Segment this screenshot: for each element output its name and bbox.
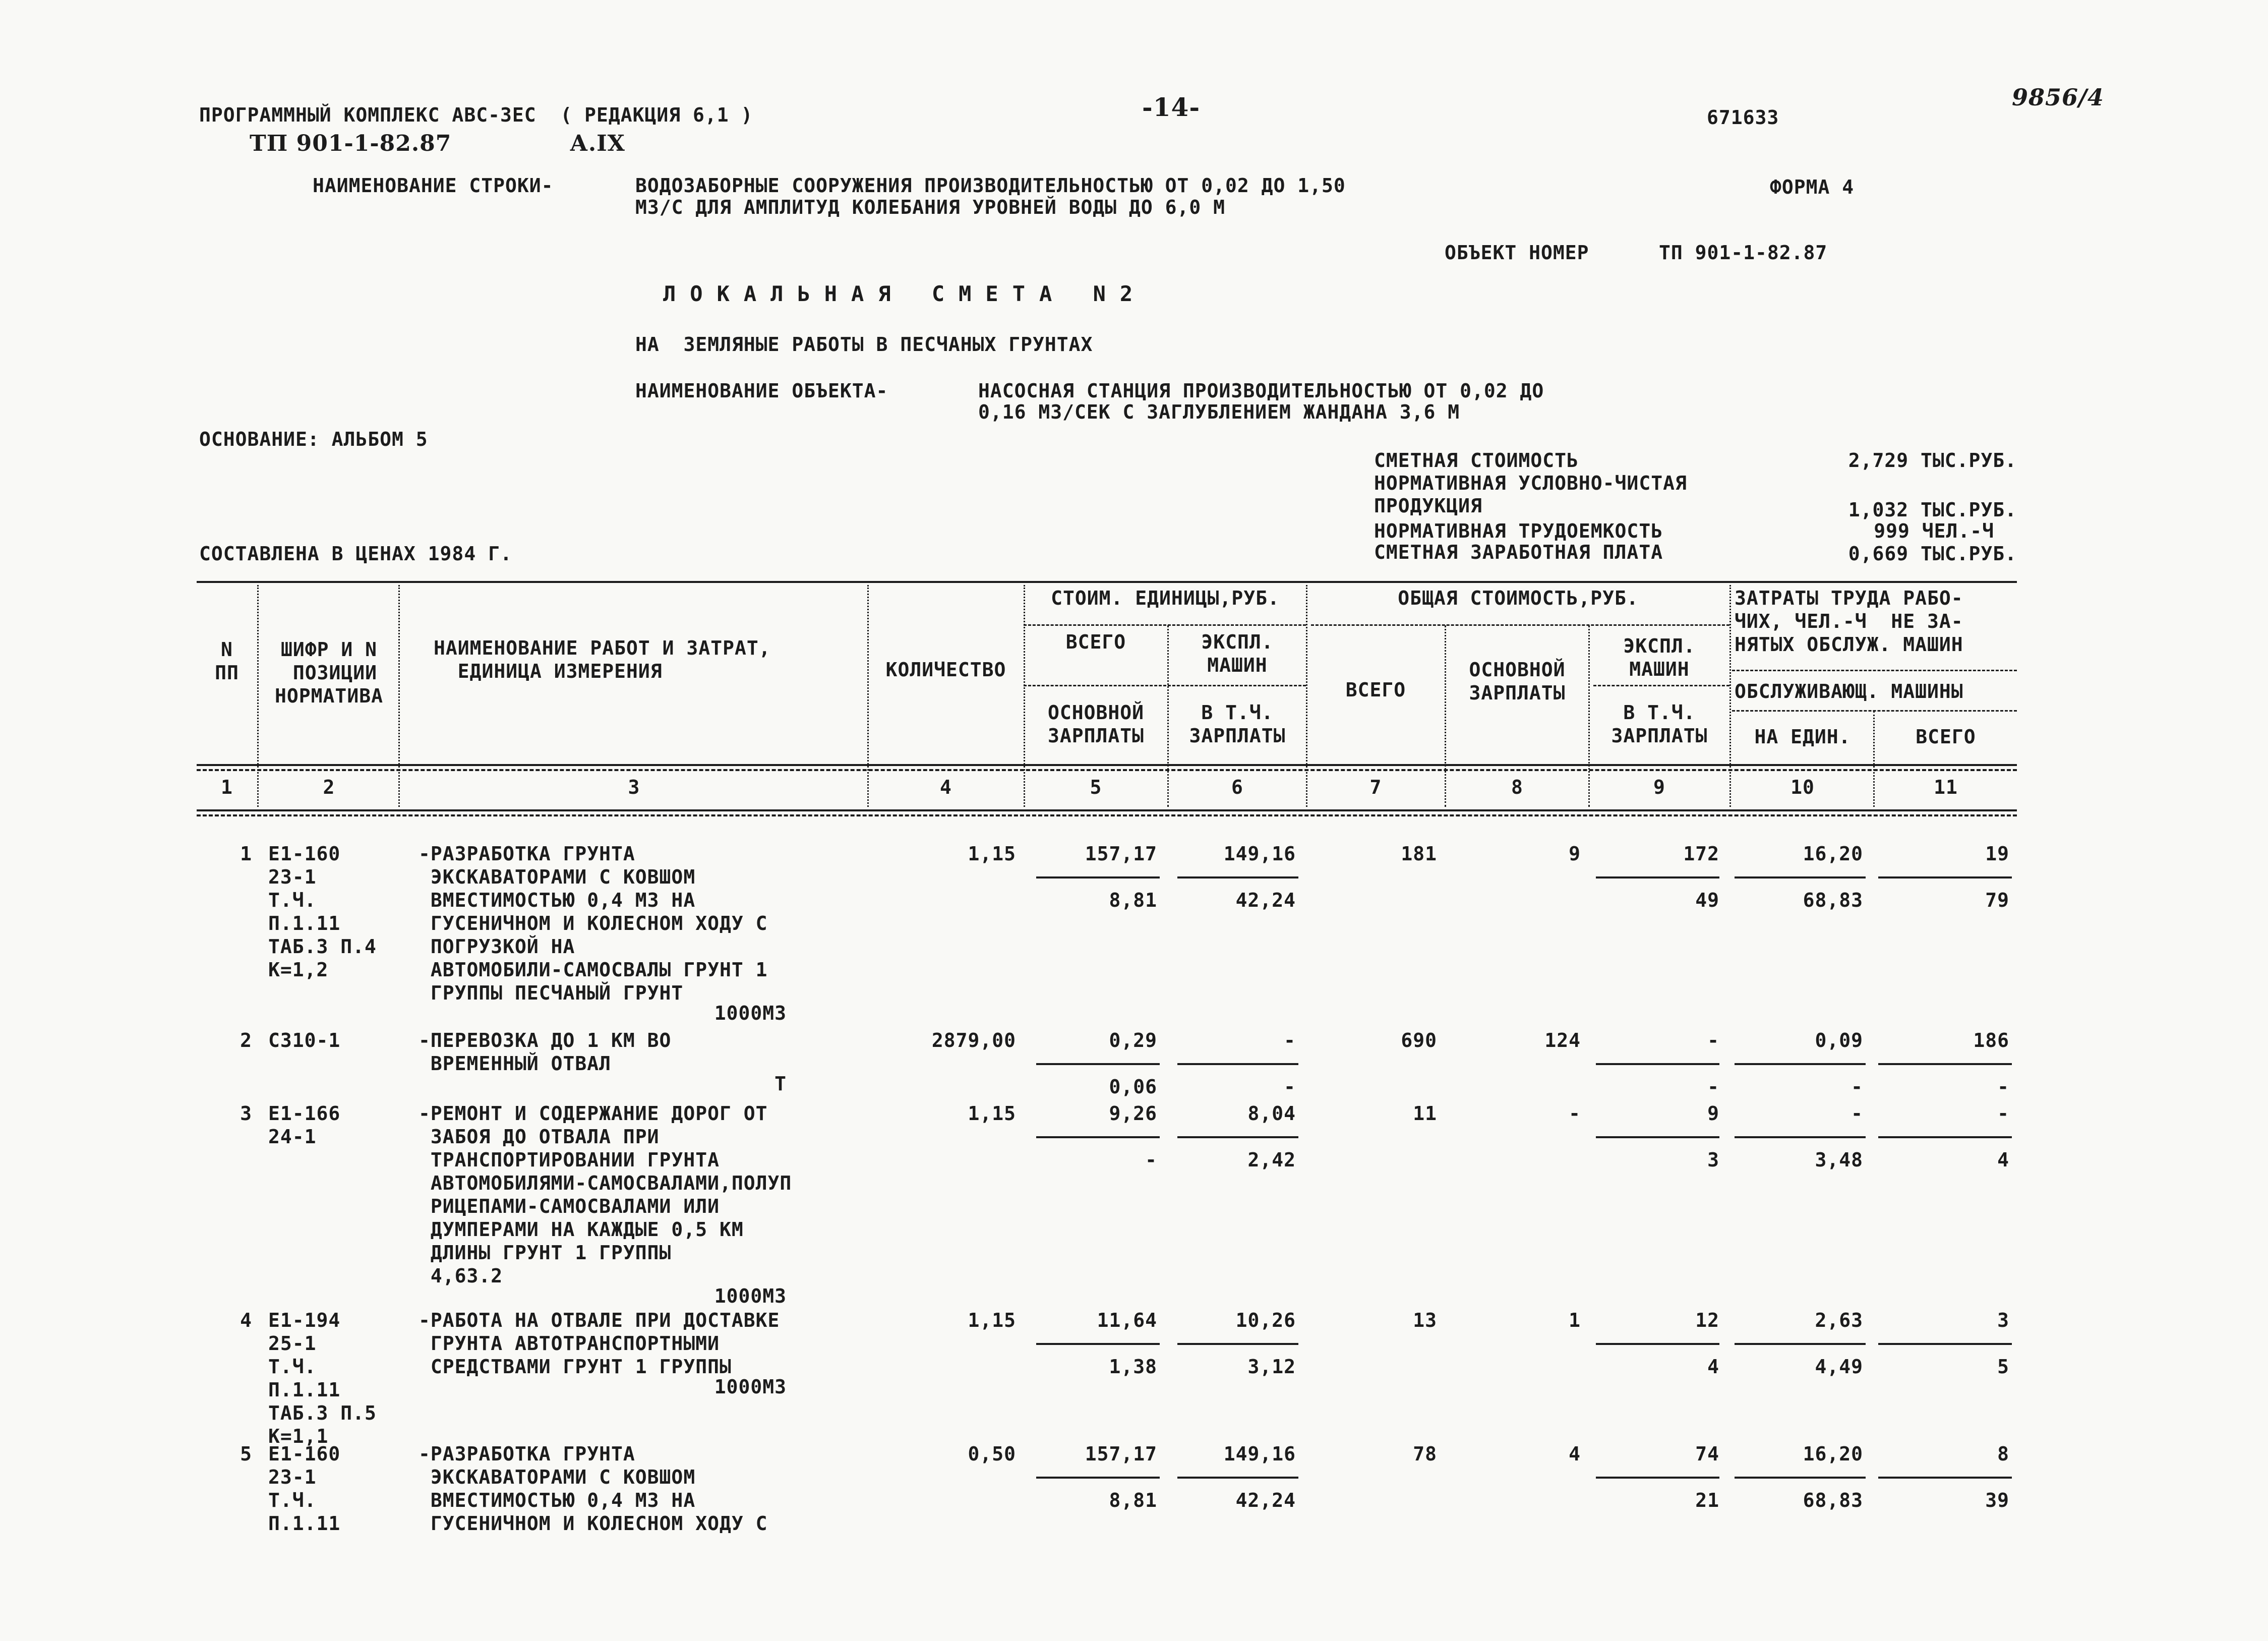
line-text-2: М3/С ДЛЯ АМПЛИТУД КОЛЕБАНИЯ УРОВНЕЙ ВОДЫ ДО 6,0 М — [635, 196, 1226, 218]
table-top-rule — [197, 581, 2017, 583]
row-unit: Т — [774, 1073, 787, 1095]
row-name-line: -РАЗРАБОТКА ГРУНТА — [419, 1443, 635, 1465]
col-header-per-unit: НА ЕДИН. — [1754, 726, 1851, 748]
column-number: 6 — [1231, 776, 1243, 798]
unit-cost-total: 11,64 — [1097, 1309, 1157, 1331]
total-machines: 74 — [1695, 1443, 1719, 1465]
row-code: К=1,1 — [268, 1425, 329, 1447]
unit-cost-wage: 8,81 — [1109, 889, 1157, 911]
col-header-total-machines: ЭКСПЛ. МАШИН — [1623, 635, 1696, 680]
numbers-bottom-rule-2 — [197, 814, 2017, 816]
unit-cost-machines: 149,16 — [1223, 843, 1296, 865]
row-name-line: ПОГРУЗКОЙ НА — [419, 935, 575, 958]
cell-divider-rule — [1735, 1136, 1866, 1138]
row-code: П.1.11 — [268, 1512, 341, 1535]
total-machines: 12 — [1695, 1309, 1719, 1331]
row-code: 23-1 — [268, 1466, 317, 1488]
group-header-machine-labor: ОБСЛУЖИВАЮЩ. МАШИНЫ — [1735, 680, 1963, 702]
total-wage: - — [1569, 1102, 1581, 1125]
total-wage: 124 — [1544, 1029, 1581, 1051]
unit-cost-total: 157,17 — [1085, 843, 1157, 865]
row-code: С310-1 — [268, 1029, 341, 1051]
machine-labor-per-unit: 68,83 — [1803, 1489, 1863, 1511]
summary-value: 999 ЧЕЛ.-Ч — [1874, 520, 1994, 542]
album-code: А.IX — [570, 131, 625, 156]
row-name-line: ГУСЕНИЧНОМ И КОЛЕСНОМ ХОДУ С — [419, 1512, 768, 1535]
group3-rule — [1732, 670, 2017, 671]
labor-total: - — [1997, 1102, 2009, 1125]
total-machine-wage: 4 — [1707, 1356, 1719, 1378]
column-number: 7 — [1369, 776, 1382, 798]
column-number: 11 — [1934, 776, 1958, 798]
column-number: 2 — [323, 776, 335, 798]
row-quantity: 1,15 — [968, 843, 1016, 865]
total-machine-wage: - — [1707, 1076, 1719, 1098]
line-label: НАИМЕНОВАНИЕ СТРОКИ- — [313, 174, 554, 197]
cell-divider-rule — [1036, 876, 1160, 878]
row-code: Е1-160 — [268, 1443, 341, 1465]
col-separator — [257, 585, 259, 807]
cell-divider-rule — [1878, 1477, 2012, 1479]
unit-cost-machine-wage: 42,24 — [1235, 1489, 1296, 1511]
row-unit: 1000М3 — [714, 1285, 787, 1307]
row-quantity: 1,15 — [968, 1102, 1016, 1125]
col-header-total: ВСЕГО — [1345, 679, 1406, 701]
machine-labor-total: - — [1997, 1076, 2009, 1098]
machine-labor-per-unit: 3,48 — [1815, 1149, 1863, 1171]
row-name-line: ДУМПЕРАМИ НА КАЖДЫЕ 0,5 КМ — [419, 1218, 744, 1241]
unit-cost-machine-wage: 3,12 — [1247, 1356, 1296, 1378]
document-title: ЛОКАЛЬНАЯ СМЕТА N2 — [663, 281, 1147, 306]
unit-cost-wage: 1,38 — [1109, 1356, 1157, 1378]
row-name-line: ВМЕСТИМОСТЬЮ 0,4 М3 НА — [419, 889, 696, 911]
total-wage: 9 — [1569, 843, 1581, 865]
summary-label: ПРОДУКЦИЯ — [1374, 495, 1482, 517]
row-name-line: АВТОМОБИЛИ-САМОСВАЛЫ ГРУНТ 1 — [419, 959, 768, 981]
cell-divider-rule — [1735, 1063, 1866, 1065]
cell-divider-rule — [1177, 1477, 1298, 1479]
price-base-line: СОСТАВЛЕНА В ЦЕНАХ 1984 Г. — [199, 543, 512, 565]
row-name-line: РИЦЕПАМИ-САМОСВАЛАМИ ИЛИ — [419, 1195, 720, 1217]
unit-cost-total: 0,29 — [1109, 1029, 1157, 1051]
row-code: Е1-194 — [268, 1309, 341, 1331]
header-bottom-rule-2 — [197, 769, 2017, 771]
labor-total: 19 — [1985, 843, 2009, 865]
object-name-line-1: НАСОСНАЯ СТАНЦИЯ ПРОИЗВОДИТЕЛЬНОСТЬЮ ОТ 0,02 ДО — [978, 380, 1544, 402]
total-cost: 181 — [1401, 843, 1437, 865]
row-code: П.1.11 — [268, 1379, 341, 1401]
labor-per-unit: 0,09 — [1815, 1029, 1863, 1051]
cell-divider-rule — [1596, 1477, 1719, 1479]
column-number: 5 — [1090, 776, 1102, 798]
row-number: 5 — [240, 1443, 252, 1465]
unit-cost-wage: 8,81 — [1109, 1489, 1157, 1511]
summary-value: 1,032 ТЫС.РУБ. — [1848, 499, 2017, 521]
col-separator — [1729, 585, 1731, 807]
col-header-unit-total: ВСЕГО — [1065, 631, 1126, 653]
column-number: 1 — [221, 776, 233, 798]
column-number: 9 — [1653, 776, 1665, 798]
cell-divider-rule — [1735, 876, 1866, 878]
machine-labor-total: 4 — [1997, 1149, 2009, 1171]
numbers-bottom-rule — [197, 809, 2017, 811]
object-number-value: ТП 901-1-82.87 — [1659, 242, 1828, 264]
row-code: 25-1 — [268, 1332, 317, 1355]
cell-divider-rule — [1735, 1343, 1866, 1345]
row-code: Е1-160 — [268, 843, 341, 865]
cell-divider-rule — [1177, 876, 1298, 878]
cell-divider-rule — [1036, 1136, 1160, 1138]
row-name-line: 4,63.2 — [419, 1265, 503, 1287]
total-machine-wage: 49 — [1695, 889, 1719, 911]
project-code: ТП 901-1-82.87 — [250, 131, 452, 156]
labor-total: 3 — [1997, 1309, 2009, 1331]
group2-rule — [1311, 624, 1729, 626]
group-header-unit-cost: СТОИМ. ЕДИНИЦЫ,РУБ. — [1051, 587, 1280, 609]
row-quantity: 2879,00 — [931, 1029, 1016, 1051]
unit-cost-total: 9,26 — [1109, 1102, 1157, 1125]
row-number: 2 — [240, 1029, 252, 1051]
total-wage: 1 — [1569, 1309, 1581, 1331]
cell-divider-rule — [1177, 1343, 1298, 1345]
unit-cost-total: 157,17 — [1085, 1443, 1157, 1465]
object-name-label: НАИМЕНОВАНИЕ ОБЪЕКТА- — [635, 380, 888, 402]
summary-label: НОРМАТИВНАЯ ТРУДОЕМКОСТЬ — [1374, 520, 1663, 542]
header-bottom-rule — [197, 764, 2017, 766]
row-code: 24-1 — [268, 1126, 317, 1148]
total-machines: 9 — [1707, 1102, 1719, 1125]
row-number: 3 — [240, 1102, 252, 1125]
column-number: 3 — [628, 776, 640, 798]
group2-mid-rule — [1593, 685, 1729, 686]
total-cost: 13 — [1413, 1309, 1437, 1331]
row-name-line: ГРУНТА АВТОТРАНСПОРТНЫМИ — [419, 1332, 720, 1355]
form-label: ФОРМА 4 — [1770, 176, 1855, 198]
row-name-line: ВМЕСТИМОСТЬЮ 0,4 М3 НА — [419, 1489, 696, 1511]
row-name-line: ЗАБОЯ ДО ОТВАЛА ПРИ — [419, 1126, 660, 1148]
column-number: 10 — [1790, 776, 1815, 798]
summary-label: СМЕТНАЯ СТОИМОСТЬ — [1374, 449, 1579, 472]
unit-cost-machines: 149,16 — [1223, 1443, 1296, 1465]
page-number: -14- — [1142, 92, 1201, 122]
row-name-line: ДЛИНЫ ГРУНТ 1 ГРУППЫ — [419, 1242, 672, 1264]
col-separator — [867, 585, 869, 807]
unit-cost-wage: 0,06 — [1109, 1076, 1157, 1098]
row-name-line: ГРУППЫ ПЕСЧАНЫЙ ГРУНТ — [419, 982, 684, 1004]
col-header-total-wage: ОСНОВНОЙ ЗАРПЛАТЫ — [1469, 659, 1566, 704]
row-name-line: ТРАНСПОРТИРОВАНИИ ГРУНТА — [419, 1149, 720, 1171]
handwritten-number: 9856/4 — [2012, 84, 2104, 111]
labor-per-unit: 2,63 — [1815, 1309, 1863, 1331]
cell-divider-rule — [1036, 1063, 1160, 1065]
row-name-line: ЭКСКАВАТОРАМИ С КОВШОМ — [419, 1466, 696, 1488]
row-name-line: -РЕМОНТ И СОДЕРЖАНИЕ ДОРОГ ОТ — [419, 1102, 768, 1125]
col-header-unit-machines: ЭКСПЛ. МАШИН — [1201, 631, 1274, 676]
machine-labor-total: 39 — [1985, 1489, 2009, 1511]
col-header-no: N ПП — [215, 638, 239, 684]
object-name-line-2: 0,16 М3/СЕК С ЗАГЛУБЛЕНИЕМ ЖАНДАНА 3,6 М — [978, 401, 1460, 423]
total-wage: 4 — [1569, 1443, 1581, 1465]
unit-cost-machines: - — [1284, 1029, 1296, 1051]
unit-cost-machine-wage: - — [1284, 1076, 1296, 1098]
col-separator — [398, 585, 400, 807]
group-header-labor: ЗАТРАТЫ ТРУДА РАБО- ЧИХ, ЧЕЛ.-Ч НЕ ЗА- НЯТЫХ ОБСЛУЖ. МАШИН — [1735, 587, 1963, 656]
row-unit: 1000М3 — [714, 1376, 787, 1398]
row-name-line: -ПЕРЕВОЗКА ДО 1 КМ ВО — [419, 1029, 672, 1051]
line-text-1: ВОДОЗАБОРНЫЕ СООРУЖЕНИЯ ПРОИЗВОДИТЕЛЬНОСТЬЮ ОТ 0,02 ДО 1,50 — [635, 174, 1346, 197]
document-code: 671633 — [1707, 106, 1779, 129]
cell-divider-rule — [1596, 876, 1719, 878]
cell-divider-rule — [1596, 1063, 1719, 1065]
cell-divider-rule — [1878, 876, 2012, 878]
col-header-code: ШИФР И N ПОЗИЦИИ НОРМАТИВА — [275, 638, 383, 707]
unit-cost-machines: 10,26 — [1235, 1309, 1296, 1331]
row-code: Е1-166 — [268, 1102, 341, 1125]
unit-cost-machine-wage: 42,24 — [1235, 889, 1296, 911]
col-header-unit-wage: ОСНОВНОЙ ЗАРПЛАТЫ — [1047, 701, 1145, 747]
labor-per-unit: - — [1851, 1102, 1863, 1125]
row-name-line: ЭКСКАВАТОРАМИ С КОВШОМ — [419, 866, 696, 888]
row-code: Т.Ч. — [268, 1356, 317, 1378]
unit-cost-wage: - — [1145, 1149, 1157, 1171]
row-code: ТАБ.3 П.4 — [268, 935, 377, 958]
group1-rule — [1024, 624, 1306, 626]
cell-divider-rule — [1878, 1063, 2012, 1065]
cell-divider-rule — [1036, 1477, 1160, 1479]
group1-mid-rule — [1024, 685, 1306, 686]
cell-divider-rule — [1177, 1136, 1298, 1138]
summary-value: 0,669 ТЫС.РУБ. — [1848, 543, 2017, 565]
cell-divider-rule — [1735, 1477, 1866, 1479]
col-header-unit-machine-wage: В Т.Ч. ЗАРПЛАТЫ — [1189, 701, 1286, 747]
col-separator — [1024, 585, 1025, 807]
row-quantity: 0,50 — [968, 1443, 1016, 1465]
row-code: Т.Ч. — [268, 889, 317, 911]
total-cost: 11 — [1413, 1102, 1437, 1125]
row-code: ТАБ.3 П.5 — [268, 1402, 377, 1424]
row-code: 23-1 — [268, 866, 317, 888]
labor-per-unit: 16,20 — [1803, 843, 1863, 865]
row-name-line: ВРЕМЕННЫЙ ОТВАЛ — [419, 1052, 612, 1075]
total-cost: 690 — [1401, 1029, 1437, 1051]
machine-labor-per-unit: - — [1851, 1076, 1863, 1098]
row-name-line: АВТОМОБИЛЯМИ-САМОСВАЛАМИ,ПОЛУП — [419, 1172, 792, 1194]
row-code: Т.Ч. — [268, 1489, 317, 1511]
summary-value: 2,729 ТЫС.РУБ. — [1848, 449, 2017, 472]
unit-cost-machines: 8,04 — [1247, 1102, 1296, 1125]
row-name-line: -РАБОТА НА ОТВАЛЕ ПРИ ДОСТАВКЕ — [419, 1309, 780, 1331]
total-cost: 78 — [1413, 1443, 1437, 1465]
row-name-line: -РАЗРАБОТКА ГРУНТА — [419, 843, 635, 865]
row-quantity: 1,15 — [968, 1309, 1016, 1331]
cell-divider-rule — [1177, 1063, 1298, 1065]
col-header-qty: КОЛИЧЕСТВО — [885, 659, 1006, 681]
summary-label: СМЕТНАЯ ЗАРАБОТНАЯ ПЛАТА — [1374, 541, 1663, 563]
total-machine-wage: 21 — [1695, 1489, 1719, 1511]
basis-line: ОСНОВАНИЕ: АЛЬБОМ 5 — [199, 428, 428, 450]
total-machines: - — [1707, 1029, 1719, 1051]
row-code: П.1.11 — [268, 912, 341, 934]
total-machine-wage: 3 — [1707, 1149, 1719, 1171]
summary-label: НОРМАТИВНАЯ УСЛОВНО-ЧИСТАЯ — [1374, 472, 1687, 494]
machine-labor-per-unit: 4,49 — [1815, 1356, 1863, 1378]
cell-divider-rule — [1878, 1136, 2012, 1138]
document-subtitle: НА ЗЕМЛЯНЫЕ РАБОТЫ В ПЕСЧАНЫХ ГРУНТАХ — [635, 333, 1093, 356]
group-header-total-cost: ОБЩАЯ СТОИМОСТЬ,РУБ. — [1398, 587, 1639, 609]
column-number: 4 — [940, 776, 952, 798]
col-header-name: НАИМЕНОВАНИЕ РАБОТ И ЗАТРАТ, ЕДИНИЦА ИЗМЕРЕНИЯ — [434, 637, 771, 682]
program-name: ПРОГРАММНЫЙ КОМПЛЕКС АВС-ЗЕС ( РЕДАКЦИЯ 6,1 ) — [199, 104, 753, 126]
machine-labor-total: 79 — [1985, 889, 2009, 911]
machine-labor-total: 5 — [1997, 1356, 2009, 1378]
unit-cost-machine-wage: 2,42 — [1247, 1149, 1296, 1171]
cell-divider-rule — [1878, 1343, 2012, 1345]
column-number: 8 — [1511, 776, 1523, 798]
cell-divider-rule — [1036, 1343, 1160, 1345]
row-name-line: СРЕДСТВАМИ ГРУНТ 1 ГРУППЫ — [419, 1356, 732, 1378]
cell-divider-rule — [1596, 1343, 1719, 1345]
row-name-line: ГУСЕНИЧНОМ И КОЛЕСНОМ ХОДУ С — [419, 912, 768, 934]
labor-total: 8 — [1997, 1443, 2009, 1465]
cell-divider-rule — [1596, 1136, 1719, 1138]
col-header-total-machine-wage: В Т.Ч. ЗАРПЛАТЫ — [1611, 701, 1708, 747]
row-number: 1 — [240, 843, 252, 865]
total-machines: 172 — [1683, 843, 1719, 865]
object-number-label: ОБЪЕКТ НОМЕР — [1445, 242, 1589, 264]
col-header-labor-total: ВСЕГО — [1916, 726, 1976, 748]
labor-per-unit: 16,20 — [1803, 1443, 1863, 1465]
row-number: 4 — [240, 1309, 252, 1331]
labor-total: 186 — [1973, 1029, 2009, 1051]
row-unit: 1000М3 — [714, 1002, 787, 1024]
machine-labor-per-unit: 68,83 — [1803, 889, 1863, 911]
row-code: К=1,2 — [268, 959, 329, 981]
